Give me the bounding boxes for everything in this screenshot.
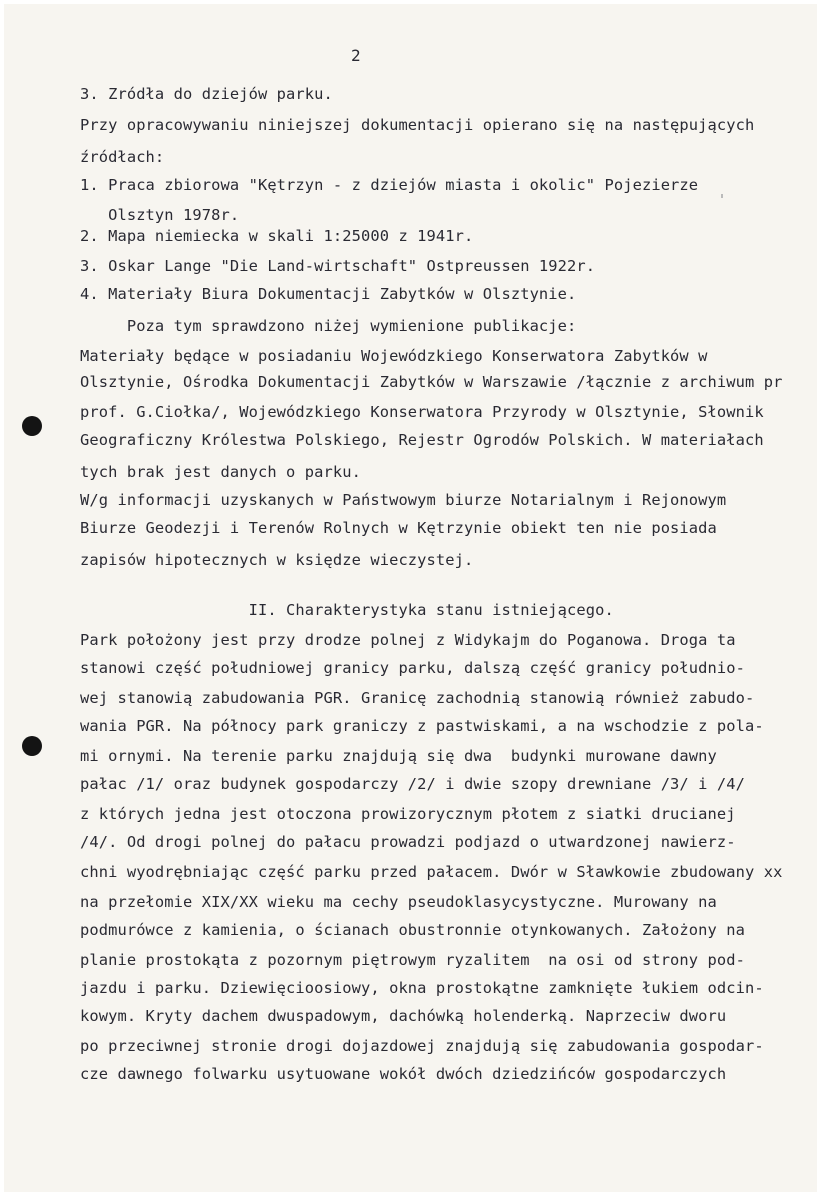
text-line: kowym. Kryty dachem dwuspadowym, dachówką holenderką. Naprzeciw dworu xyxy=(80,1007,727,1025)
text-line: Olsztyn 1978r. xyxy=(80,206,240,224)
text-line: Materiały będące w posiadaniu Wojewódzkiego Konserwatora Zabytków w xyxy=(80,347,708,365)
text-line: tych brak jest danych o parku. xyxy=(80,463,361,481)
text-line: prof. G.Ciołka/, Wojewódzkiego Konserwatora Przyrody w Olsztynie, Słownik xyxy=(80,403,764,421)
text-line: jazdu i parku. Dziewięcioosiowy, okna prostokątne zamknięte łukiem odcin- xyxy=(80,979,764,997)
text-line: 3. Oskar Lange "Die Land-wirtschaft" Ostpreussen 1922r. xyxy=(80,257,596,275)
text-line: wania PGR. Na północy park graniczy z pastwiskami, a na wschodzie z pola- xyxy=(80,717,764,735)
document-body xyxy=(4,4,817,1192)
text-line: po przeciwnej stronie drogi dojazdowej znajdują się zabudowania gospodar- xyxy=(80,1037,764,1055)
text-line: W/g informacji uzyskanych w Państwowym biurze Notarialnym i Rejonowym xyxy=(80,491,727,509)
text-line: 4. Materiały Biura Dokumentacji Zabytków w Olsztynie. xyxy=(80,285,577,303)
text-line: /4/. Od drogi polnej do pałacu prowadzi podjazd o utwardzonej nawierz- xyxy=(80,833,736,851)
text-line: Przy opracowywaniu niniejszej dokumentacji opierano się na następujących xyxy=(80,116,755,134)
text-line: z których jedna jest otoczona prowizorycznym płotem z siatki drucianej xyxy=(80,805,736,823)
text-line: II. Charakterystyka stanu istniejącego. xyxy=(80,601,614,619)
text-line: podmurówce z kamienia, o ścianach obustronnie otynkowanych. Założony na xyxy=(80,921,745,939)
text-line: 1. Praca zbiorowa "Kętrzyn - z dziejów miasta i okolic" Pojezierze xyxy=(80,176,699,194)
text-line: 2. Mapa niemiecka w skali 1:25000 z 1941r. xyxy=(80,227,474,245)
text-line: cze dawnego folwarku usytuowane wokół dwóch dziedzińców gospodarczych xyxy=(80,1065,727,1083)
page-number: 2 xyxy=(351,46,361,65)
text-line: źródłach: xyxy=(80,148,165,166)
text-line: Poza tym sprawdzono niżej wymienione publikacje: xyxy=(80,317,577,335)
text-line: chni wyodrębniając część parku przed pałacem. Dwór w Sławkowie zbudowany xx xyxy=(80,863,783,881)
paper-speck xyxy=(721,194,723,198)
text-line: Park położony jest przy drodze polnej z Widykajm do Poganowa. Droga ta xyxy=(80,631,736,649)
text-line: Geograficzny Królestwa Polskiego, Rejestr Ogrodów Polskich. W materiałach xyxy=(80,431,764,449)
text-line: zapisów hipotecznych w księdze wieczystej. xyxy=(80,551,474,569)
document-page xyxy=(4,4,817,1192)
text-line: Olsztynie, Ośrodka Dokumentacji Zabytków w Warszawie /łącznie z archiwum pr xyxy=(80,373,783,391)
text-line: planie prostokąta z pozornym piętrowym ryzalitem na osi od strony pod- xyxy=(80,951,745,969)
text-line: mi ornymi. Na terenie parku znajdują się dwa budynki murowane dawny xyxy=(80,747,717,765)
text-line: na przełomie XIX/XX wieku ma cechy pseudoklasycystyczne. Murowany na xyxy=(80,893,717,911)
text-line: wej stanowią zabudowania PGR. Granicę zachodnią stanowią również zabudo- xyxy=(80,689,755,707)
punch-hole-upper xyxy=(22,416,42,436)
text-line: stanowi część południowej granicy parku, dalszą część granicy południo- xyxy=(80,659,745,677)
text-line: Biurze Geodezji i Terenów Rolnych w Kętrzynie obiekt ten nie posiada xyxy=(80,519,717,537)
text-line: 3. Zródła do dziejów parku. xyxy=(80,85,333,103)
text-line: pałac /1/ oraz budynek gospodarczy /2/ i dwie szopy drewniane /3/ i /4/ xyxy=(80,775,745,793)
punch-hole-lower xyxy=(22,736,42,756)
